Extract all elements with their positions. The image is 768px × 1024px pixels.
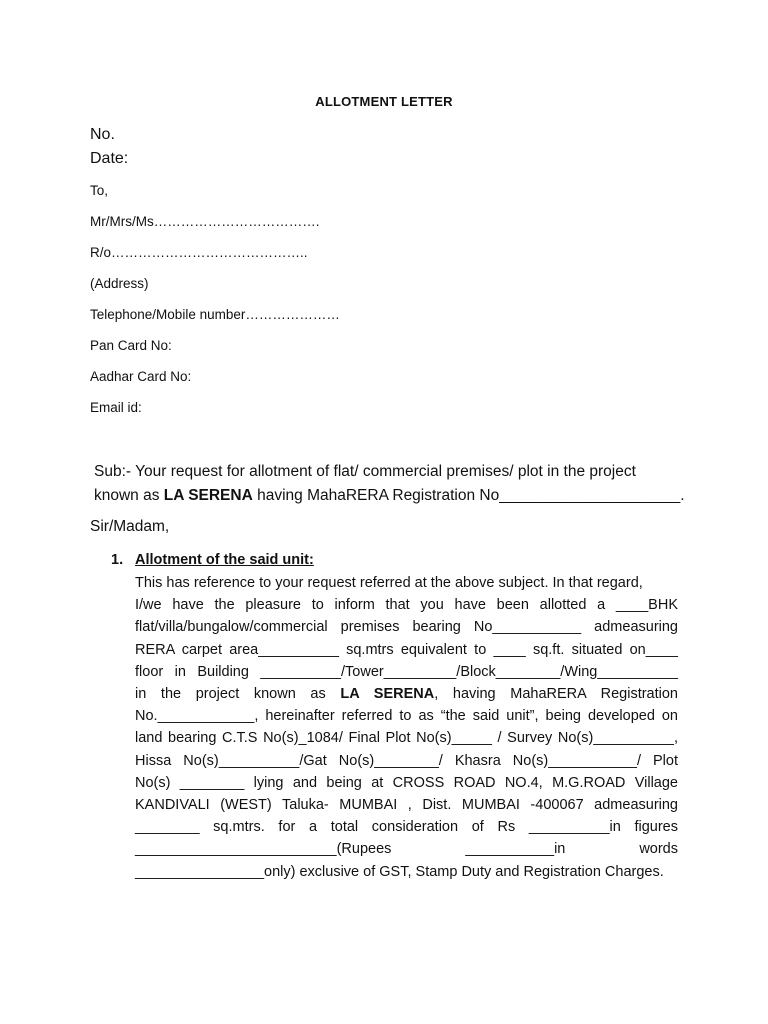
paragraph-text: RERA carpet area__________ sq.mtrs equivalent to ____ sq.ft. situated on____ — [135, 641, 678, 658]
subject-line-1: Sub:- Your request for allotment of flat/ commercial premises/ plot in the project — [94, 463, 636, 480]
paragraph-line — [135, 861, 678, 883]
subject-line-2-suffix: having MahaRERA Registration No_____________________. — [252, 487, 685, 504]
subject-line-2-prefix: known as — [94, 487, 164, 504]
section-heading-text: Allotment of the said unit: — [135, 552, 314, 568]
aadhar-card-field: Aadhar Card No: — [90, 369, 192, 384]
paragraph-text: _________________________(Rupees ___________in words — [135, 841, 678, 858]
to-label: To, — [90, 183, 109, 198]
paragraph-line — [135, 683, 678, 705]
paragraph-line — [135, 616, 678, 638]
paragraph-line — [135, 750, 678, 772]
paragraph-line — [135, 639, 678, 661]
paragraph-line — [135, 705, 678, 727]
paragraph-line — [135, 594, 678, 616]
subject-line-2 — [94, 484, 684, 508]
paragraph-text: ________ sq.mtrs. for a total consideration of Rs __________in figures — [135, 819, 678, 836]
paragraph-text: flat/villa/bungalow/commercial premises bearing No___________ admeasuring — [135, 619, 678, 636]
paragraph-line — [135, 838, 678, 860]
letter-date-label: Date: — [90, 150, 129, 167]
pan-card-field: Pan Card No: — [90, 338, 172, 353]
email-field: Email id: — [90, 400, 142, 415]
paragraph-line — [135, 572, 678, 594]
paragraph-text: KANDIVALI (WEST) Taluka- MUMBAI , Dist. MUMBAI -400067 admeasuring — [135, 797, 678, 814]
project-name-inline: LA SERENA — [340, 686, 435, 703]
paragraph-line — [135, 816, 678, 838]
paragraph-text: floor in Building __________/Tower_________/Block________/Wing__________ — [135, 663, 678, 680]
document-title: ALLOTMENT LETTER — [315, 94, 453, 109]
paragraph-text: No(s) ________ lying and being at CROSS ROAD NO.4, M.G.ROAD Village — [135, 774, 678, 791]
salutation: Sir/Madam, — [90, 518, 170, 535]
paragraph-text: ________________only) exclusive of GST, Stamp Duty and Registration Charges. — [135, 863, 664, 880]
paragraph-text: No.____________, hereinafter referred to as “the said unit”, being developed on — [135, 708, 678, 725]
paragraph-text: Hissa No(s)__________/Gat No(s)________/ Khasra No(s)___________/ Plot — [135, 752, 678, 769]
section-1-paragraph — [135, 572, 678, 883]
paragraph-text: I/we have the pleasure to inform that you have been allotted a ____BHK — [135, 597, 678, 614]
paragraph-text: , having MahaRERA Registration — [434, 686, 678, 703]
paragraph-line — [135, 794, 678, 816]
paragraph-line — [135, 727, 678, 749]
address-field: (Address) — [90, 276, 149, 291]
section-number: 1. — [111, 552, 124, 568]
paragraph-text: land bearing C.T.S No(s)_1084/ Final Plot No(s)_____ / Survey No(s)__________, — [135, 730, 678, 747]
name-field: Mr/Mrs/Ms………………………………. — [90, 214, 320, 229]
paragraph-line — [135, 772, 678, 794]
paragraph-text: in the project known as — [135, 686, 341, 703]
phone-field: Telephone/Mobile number………………… — [90, 307, 340, 322]
letter-number-label: No. — [90, 126, 115, 143]
residence-field: R/o…………………………………….. — [90, 245, 308, 260]
paragraph-text: This has reference to your request referred at the above subject. In that regard, — [135, 575, 643, 591]
project-name: LA SERENA — [163, 487, 253, 504]
section-1-heading — [111, 552, 681, 568]
subject-block — [94, 460, 684, 508]
paragraph-line — [135, 661, 678, 683]
